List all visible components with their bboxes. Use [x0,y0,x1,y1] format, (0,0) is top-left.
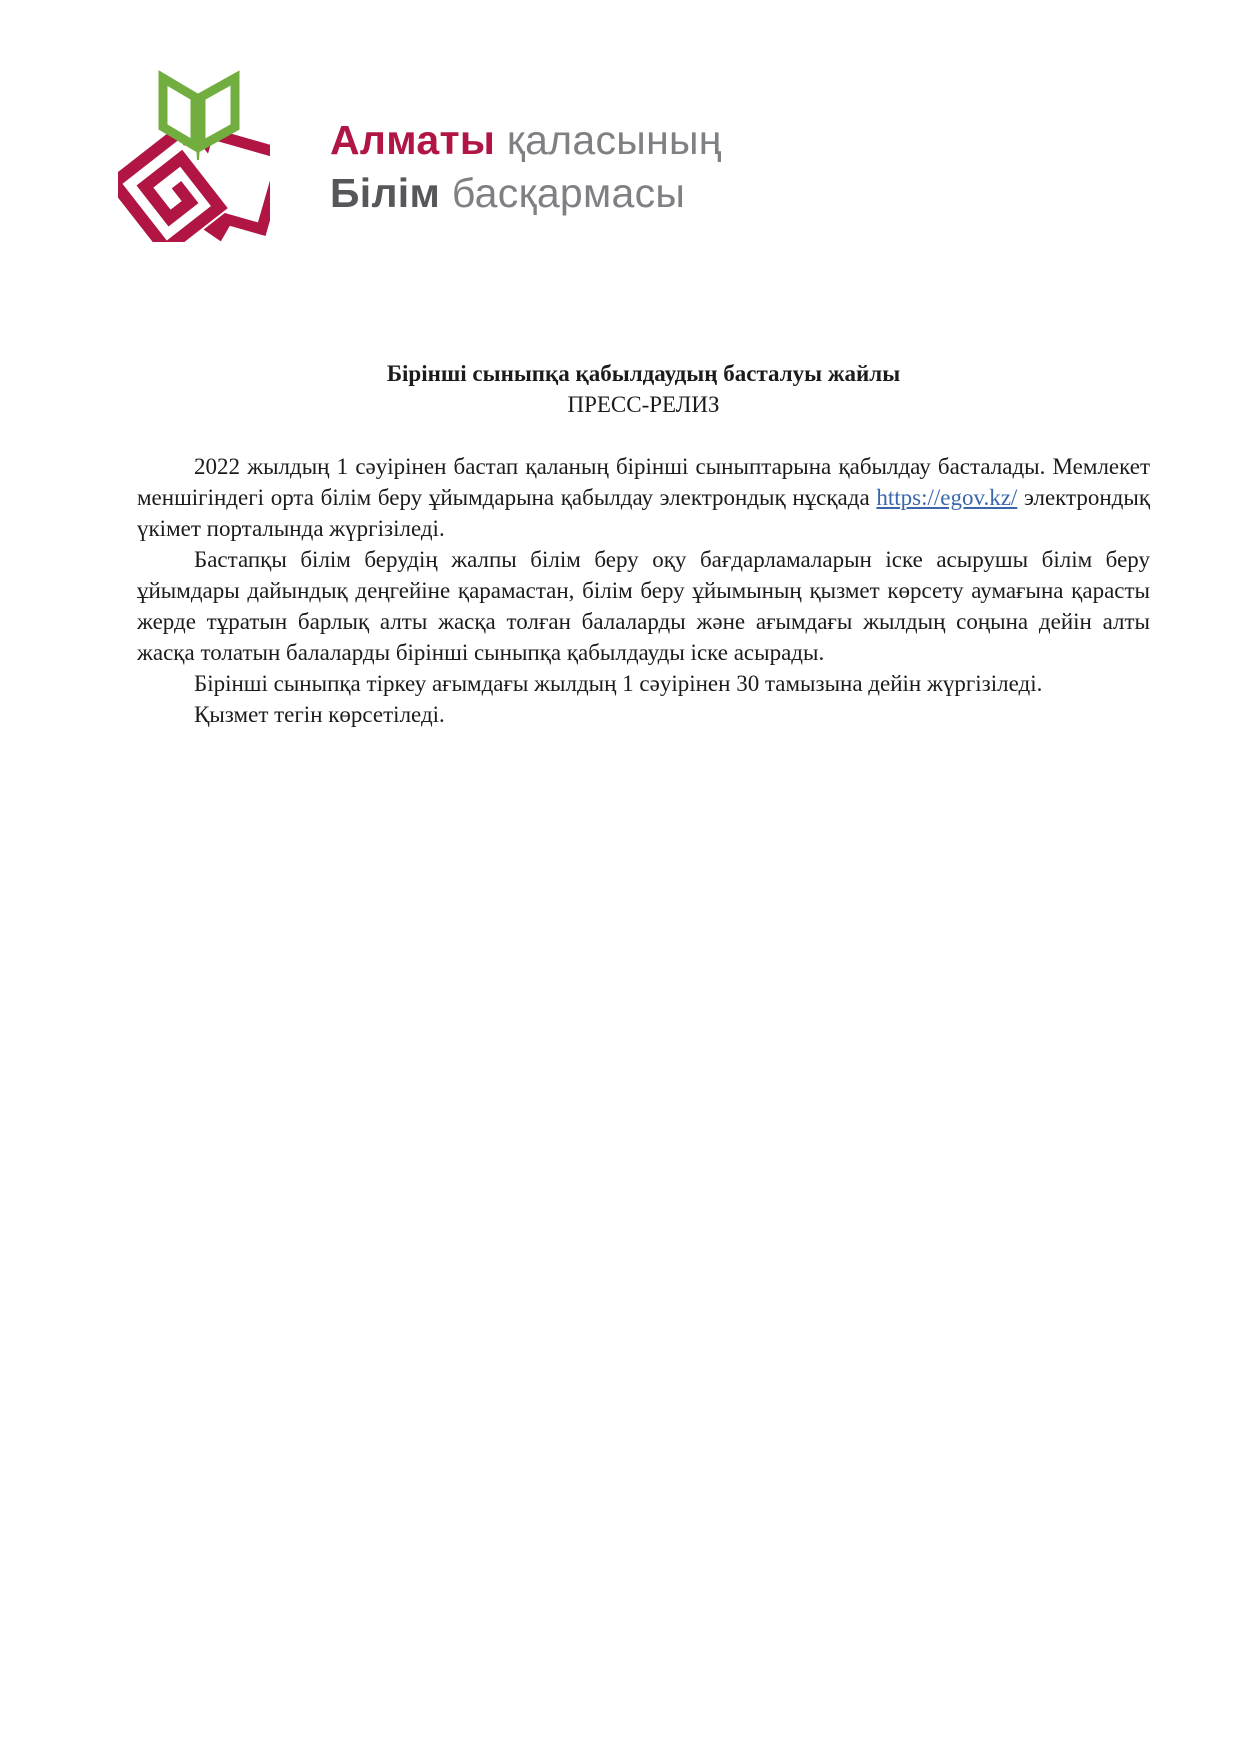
paragraph-intake-text-before: 2022 жылдың 1 сәуірінен бастап қаланың бірінші сыныптарына қабылдау басталады. Мемлекет меншігіндегі орта білім беру ұйымдарына қабылдау электрондық нұсқада [137,454,1150,510]
almaty-education-logo-icon [118,58,270,242]
org-name-city-rest: қаласының [495,117,722,163]
org-name-line2 [330,167,722,220]
org-name-edu: Білім [330,170,441,216]
paragraph-intake-text-after: электрондық үкімет порталында жүргізіледі. [137,485,1150,541]
paragraph-free-service: Қызмет тегін көрсетіледі. [194,702,445,727]
paragraph-registration-period: Бірінші сыныпқа тіркеу ағымдағы жылдың 1 сәуірінен 30 тамызына дейін жүргізіледі. [194,671,1043,696]
org-name-city: Алматы [330,117,496,163]
press-release-title: Бірінші сыныпқа қабылдаудың басталуы жайлы [386,361,901,386]
paragraph-programs: Бастапқы білім берудің жалпы білім беру оқу бағдарламаларын іске асырушы білім беру ұйымдары дайындық деңгейіне қарамастан, білім беру ұйымының қызмет көрсету аумағына қарасты жерде тұратын барлық алты жасқа толған балаларды және ағымдағы жылдың соңына дейін алты жасқа толатын балаларды бірінші сыныпқа қабылдауды іске асырады. [137,547,1150,665]
paragraph-intake-start [137,451,1150,544]
org-logo-text [330,114,722,220]
org-name-line1 [330,114,722,167]
press-release-subtitle: ПРЕСС-РЕЛИЗ [567,392,720,417]
org-logo [118,58,722,242]
egov-portal-link[interactable]: https://egov.kz/ [876,485,1018,510]
org-name-edu-rest: басқармасы [440,170,686,216]
press-release-body [137,358,1150,730]
